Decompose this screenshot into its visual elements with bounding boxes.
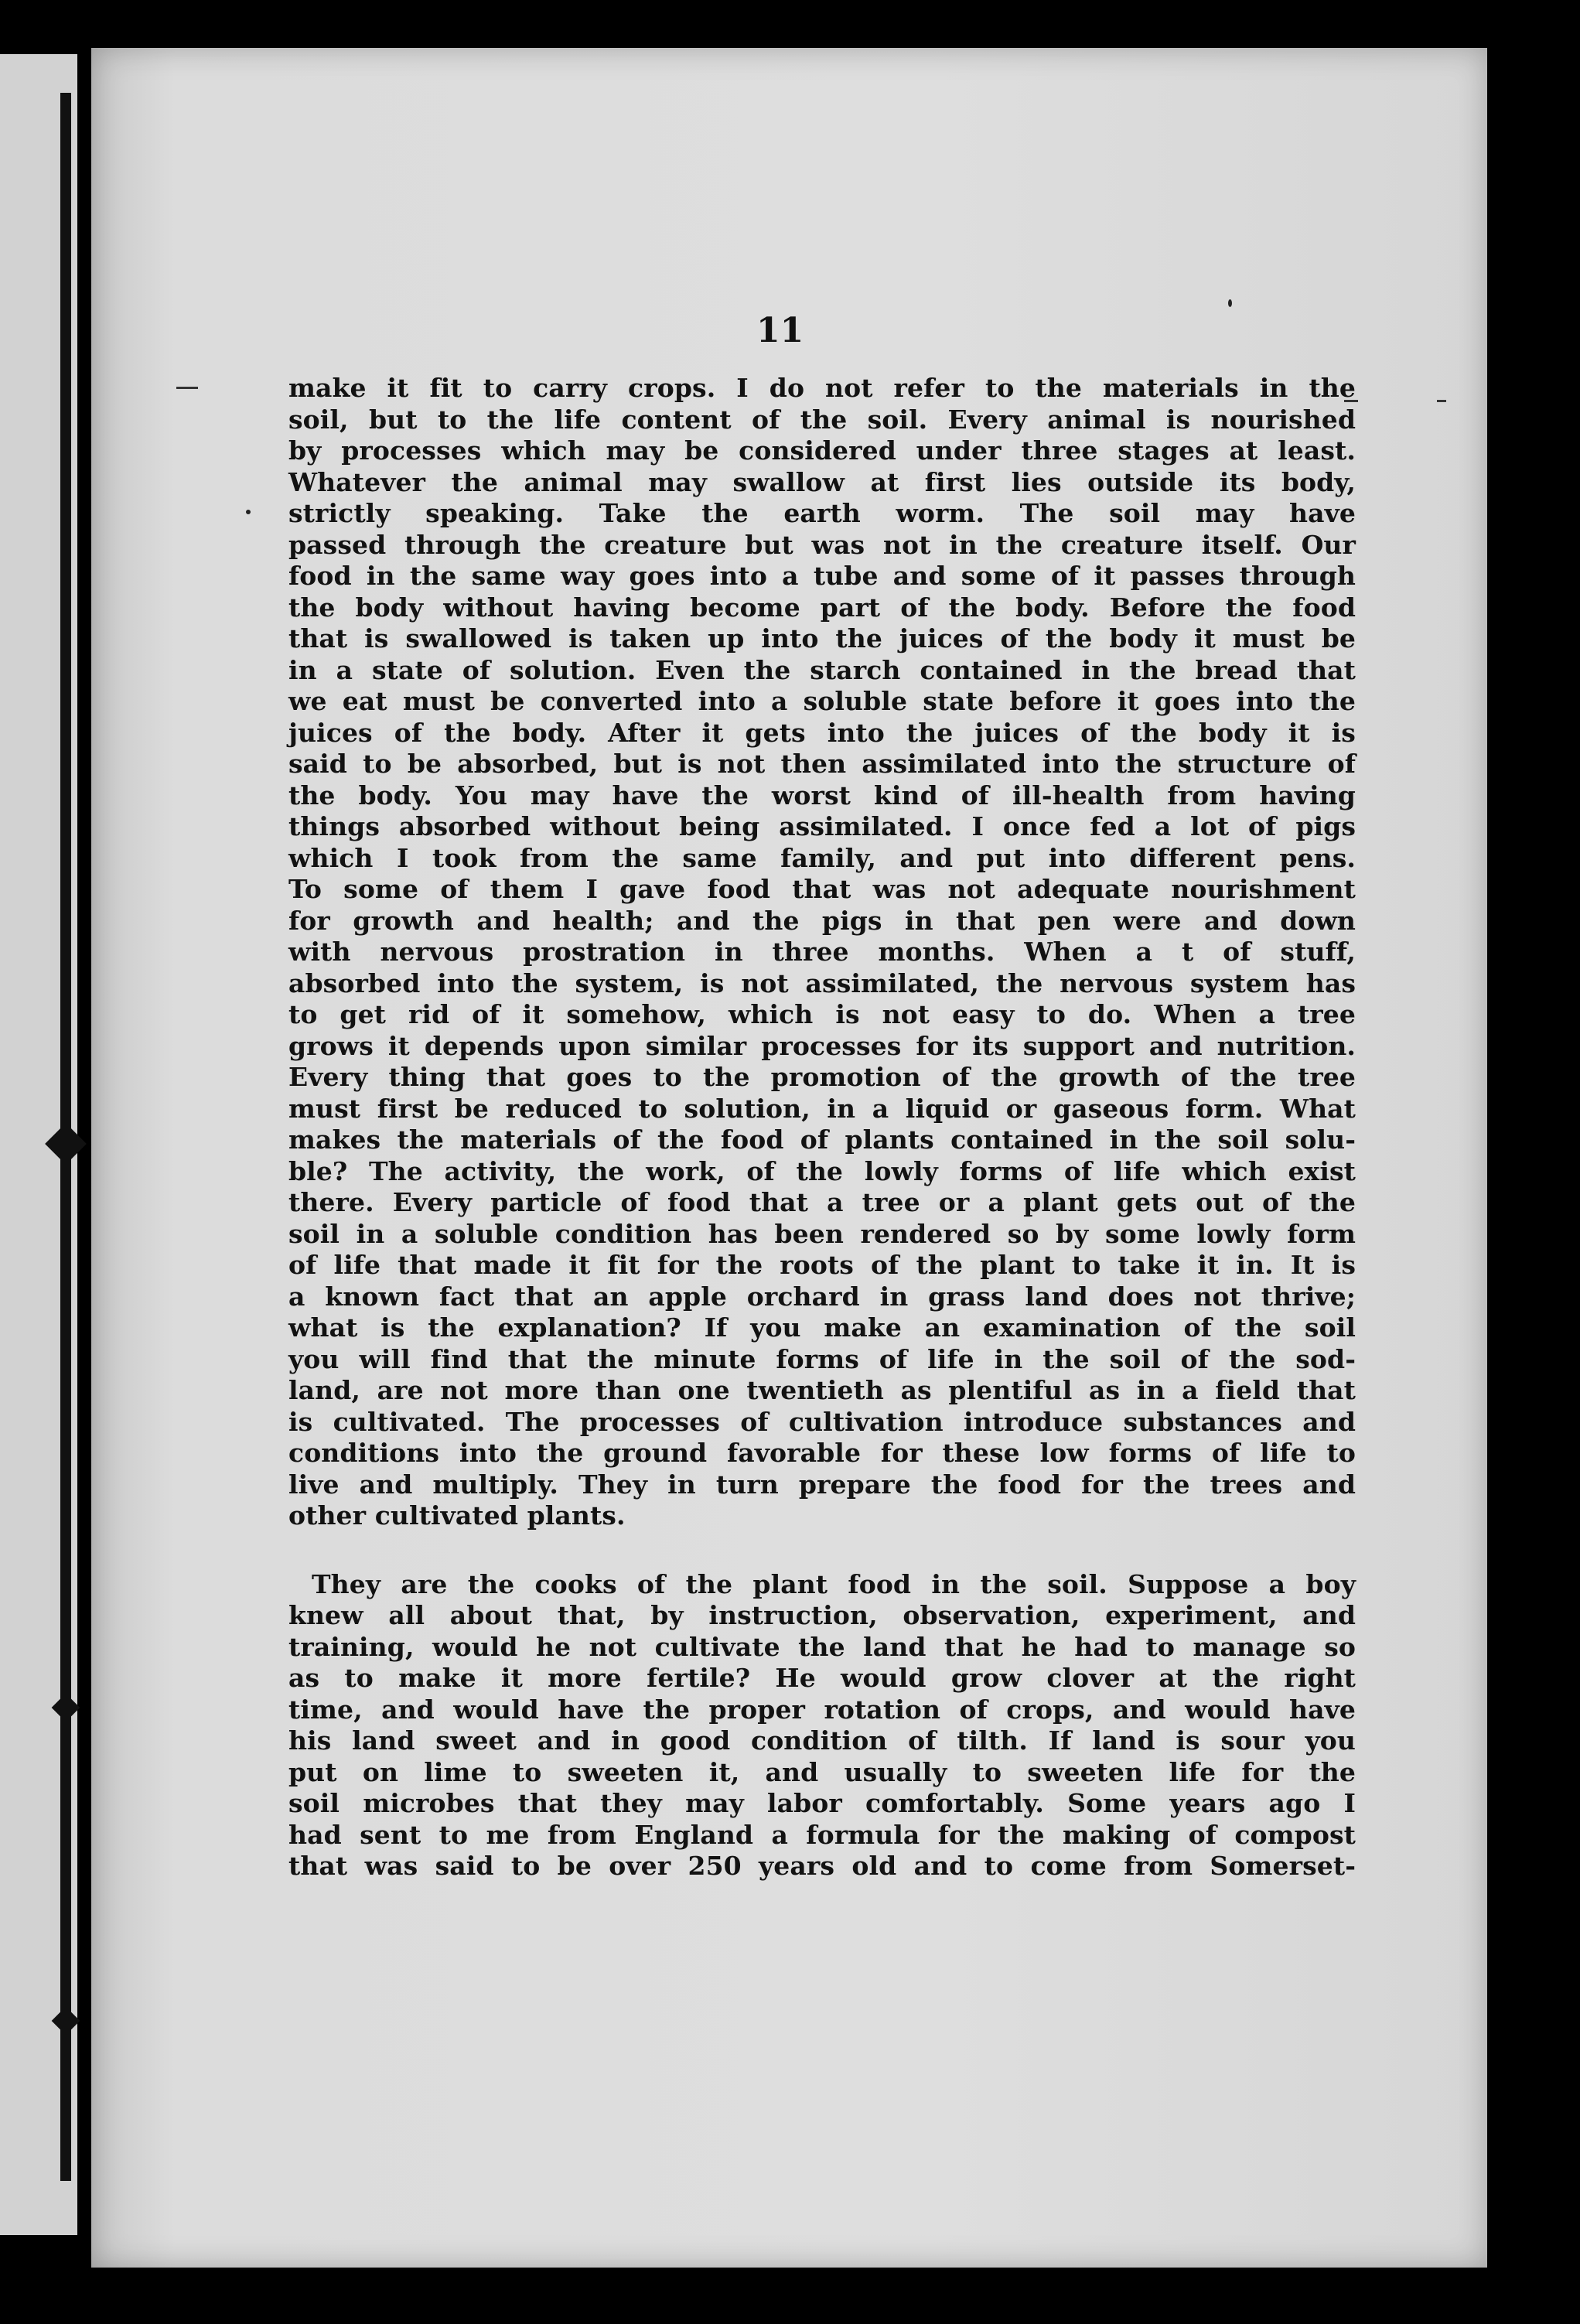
text-line: that was said to be over 250 years old and to come from Somerset- — [288, 1851, 1356, 1881]
text-line: by processes which may be considered under three stages at least. — [288, 435, 1356, 466]
text-line: the body without having become part of the body. Before the food — [288, 592, 1356, 623]
text-line: knew all about that, by instruction, observation, experiment, and — [288, 1600, 1356, 1630]
margin-mark — [1437, 400, 1446, 402]
text-line: to get rid of it somehow, which is not easy to do. When a tree — [288, 999, 1356, 1029]
book-page — [91, 48, 1487, 2268]
text-line: said to be absorbed, but is not then assimilated into the structure of — [288, 749, 1356, 779]
margin-mark — [176, 387, 198, 389]
text-line: with nervous prostration in three months. When a t of stuff, — [288, 937, 1356, 967]
paragraph — [288, 1569, 1356, 1882]
text-line: we eat must be converted into a soluble state before it goes into the — [288, 686, 1356, 716]
scan-speck — [1228, 299, 1232, 307]
text-line: of life that made it fit for the roots of the plant to take it in. It is — [288, 1250, 1356, 1280]
text-line: had sent to me from England a formula for the making of compost — [288, 1819, 1356, 1850]
text-line: ble? The activity, the work, of the lowly forms of life which exist — [288, 1155, 1356, 1186]
text-line: you will find that the minute forms of life in the soil of the sod- — [288, 1343, 1356, 1374]
text-line: strictly speaking. Take the earth worm. The soil may have — [288, 498, 1356, 528]
text-line: training, would he not cultivate the land that he had to manage so — [288, 1631, 1356, 1662]
text-line: land, are not more than one twentieth as plentiful as in a field that — [288, 1375, 1356, 1405]
text-line: passed through the creature but was not in the creature itself. Our — [288, 529, 1356, 560]
text-line: grows it depends upon similar processes for its support and nutrition. — [288, 1030, 1356, 1061]
text-line: that is swallowed is taken up into the juices of the body it must be — [288, 623, 1356, 654]
paragraph-gap — [288, 1532, 1356, 1569]
text-line: time, and would have the proper rotation of crops, and would have — [288, 1694, 1356, 1725]
text-line: conditions into the ground favorable for these low forms of life to — [288, 1438, 1356, 1468]
text-line: there. Every particle of food that a tree or a plant gets out of the — [288, 1187, 1356, 1217]
text-line: as to make it more fertile? He would grow clover at the right — [288, 1663, 1356, 1693]
text-line: absorbed into the system, is not assimilated, the nervous system has — [288, 967, 1356, 998]
text-line: soil, but to the life content of the soil. Every animal is nourished — [288, 404, 1356, 435]
text-line: food in the same way goes into a tube and some of it passes through — [288, 561, 1356, 591]
text-line: must first be reduced to solution, in a liquid or gaseous form. What — [288, 1093, 1356, 1124]
text-line: for growth and health; and the pigs in that pen were and down — [288, 905, 1356, 936]
text-line: a known fact that an apple orchard in grass land does not thrive; — [288, 1281, 1356, 1312]
text-line: is cultivated. The processes of cultivation introduce substances and — [288, 1406, 1356, 1437]
text-line: make it fit to carry crops. I do not refer to the materials in the — [288, 373, 1356, 403]
text-line: in a state of solution. Even the starch contained in the bread that — [288, 654, 1356, 685]
text-line: To some of them I gave food that was not adequate nourishment — [288, 874, 1356, 904]
text-line: put on lime to sweeten it, and usually to sweeten life for the — [288, 1756, 1356, 1787]
text-line: makes the materials of the food of plants contained in the soil solu- — [288, 1124, 1356, 1155]
text-line: Every thing that goes to the promotion of the growth of the tree — [288, 1062, 1356, 1092]
text-line: Whatever the animal may swallow at first lies outside its body, — [288, 466, 1356, 497]
paragraph — [288, 373, 1356, 1532]
text-line: juices of the body. After it gets into the juices of the body it is — [288, 717, 1356, 748]
text-line: soil in a soluble condition has been rendered so by some lowly form — [288, 1218, 1356, 1249]
text-line: live and multiply. They in turn prepare the food for the trees and — [288, 1469, 1356, 1500]
text-line: the body. You may have the worst kind of ill-health from having — [288, 780, 1356, 810]
text-line: his land sweet and in good condition of tilth. If land is sour you — [288, 1725, 1356, 1756]
text-line: They are the cooks of the plant food in the soil. Suppose a boy — [312, 1568, 1356, 1599]
body-text — [288, 373, 1356, 1882]
text-line: what is the explanation? If you make an examination of the soil — [288, 1312, 1356, 1343]
text-line: things absorbed without being assimilated. I once fed a lot of pigs — [288, 811, 1356, 841]
text-line: which I took from the same family, and put into different pens. — [288, 842, 1356, 873]
text-line: other cultivated plants. — [288, 1500, 626, 1531]
scan-speck — [246, 510, 251, 514]
page-number: 11 — [756, 311, 804, 350]
text-line: soil microbes that they may labor comfortably. Some years ago I — [288, 1788, 1356, 1818]
